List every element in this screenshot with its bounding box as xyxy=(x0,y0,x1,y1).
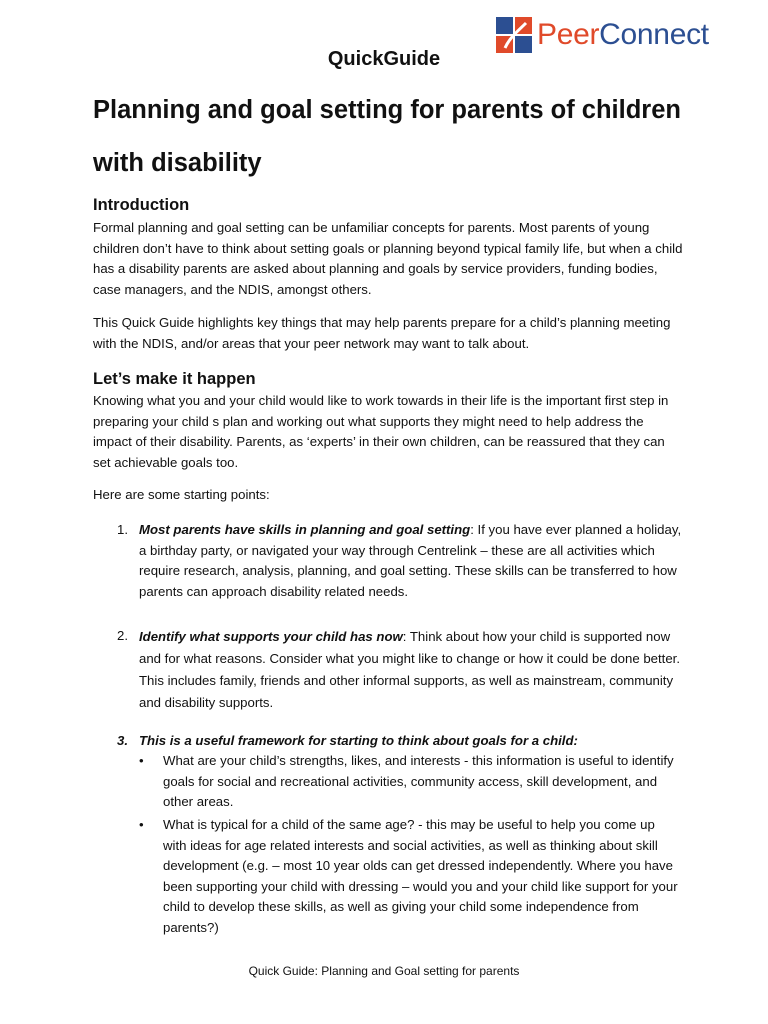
list-item-lead: Identify what supports your child has now xyxy=(139,629,403,644)
list-item-text: : If you have ever planned a holiday, a birthday party, or navigated your way through Centrelink – these are all activities which require research, analysis, planning, and goal setting. These skills can be transferred to how parents can approach disability related needs. xyxy=(139,522,682,599)
logo-word-peer: Peer xyxy=(537,18,600,51)
make-it-happen-paragraph-1: Knowing what you and your child would like to work towards in their life is the important first step in preparing your child s plan and working out what supports they might need to help address the impact of their disability. Parents, as ‘experts’ in their own children, can be reassured that they can set achievable goals too. xyxy=(93,393,669,470)
list-item-number: 3. xyxy=(117,733,128,748)
document-label: QuickGuide xyxy=(327,48,441,70)
list-item-text: : Think about how your child is supported now and for what reasons. Consider what you might like to change or how it could be done better. This includes family, friends and other informal supports, as well as mainstream, community and disability supports. xyxy=(139,629,681,710)
list-item-2 xyxy=(117,626,683,714)
make-it-happen-paragraph-2: Here are some starting points: xyxy=(93,487,270,502)
bullet-text: What is typical for a child of the same age? - this may be useful to help you come up with ideas for age related interests and social activities, as well as thinking about skill development (e.g. – most 10 year olds can get dressed independently. Where you have been supporting your child with dressing – would you and your child like support for your child to develop these skills, as well as giving your child some independence from parents?) xyxy=(163,817,678,935)
document-title: Planning and goal setting for parents of children with disability xyxy=(93,96,681,177)
logo-word-connect: Connect xyxy=(599,18,709,51)
bullet-item-2 xyxy=(139,815,679,938)
make-it-happen-heading: Let’s make it happen xyxy=(93,370,256,388)
bullet-item-1 xyxy=(139,751,679,813)
introduction-paragraph-2: This Quick Guide highlights key things that may help parents prepare for a child’s planning meeting with the NDIS, and/or areas that your peer network may want to talk about. xyxy=(93,315,671,351)
list-item-number: 1. xyxy=(117,522,128,537)
list-item-1 xyxy=(117,520,683,602)
list-item-lead: This is a useful framework for starting to think about goals for a child: xyxy=(139,733,578,748)
bullet-text: What are your child’s strengths, likes, and interests - this information is useful to identify goals for social and recreational activities, community access, skill development, and other areas. xyxy=(163,753,674,809)
page-footer: Quick Guide: Planning and Goal setting for parents xyxy=(248,964,520,978)
list-item-3 xyxy=(117,731,683,752)
list-item-lead: Most parents have skills in planning and goal setting xyxy=(139,522,471,537)
list-item-number: 2. xyxy=(117,628,128,643)
bullet-icon: • xyxy=(139,817,144,832)
introduction-paragraph-1: Formal planning and goal setting can be unfamiliar concepts for parents. Most parents of young children don’t have to think about setting goals or planning beyond typical family life, but when a child has a disability parents are asked about planning and goals by service providers, funding bodies, case managers, and the NDIS, amongst others. xyxy=(93,220,683,297)
bullet-icon: • xyxy=(139,753,144,768)
introduction-heading: Introduction xyxy=(93,196,190,214)
